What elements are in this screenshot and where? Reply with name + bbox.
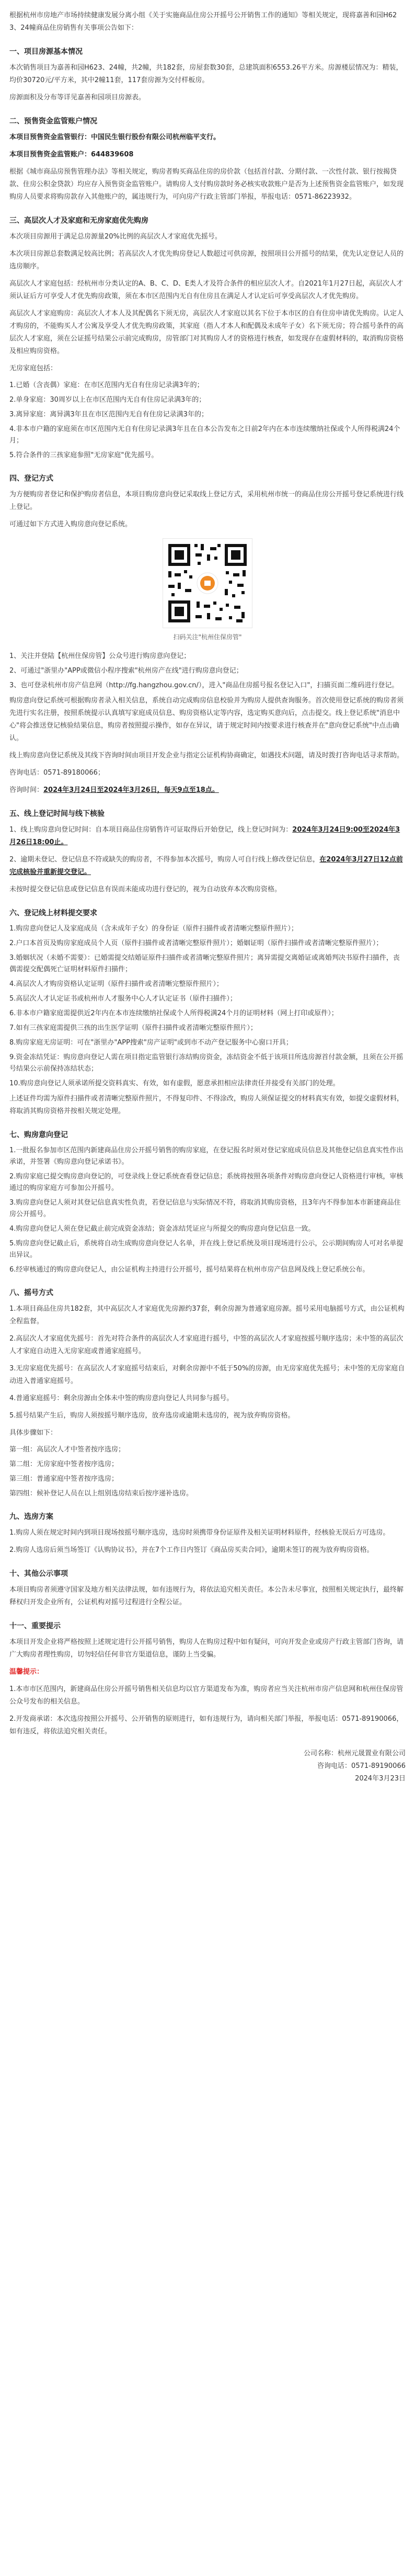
materials-list [9,923,406,1090]
section-2-title: 二、预售资金监管账户情况 [9,117,97,126]
section-5-title: 五、线上登记时间与线下核验 [9,810,105,818]
list-item: 3、也可登录杭州市房产信息网（http://fg.hangzhou.gov.cn/），进入"商品住房摇号报名登记入口"，扫描页面二维码进行登记。 [9,682,399,689]
warm-tips-title: 温馨提示： [9,1668,44,1676]
list-item: 1.一批报名参加市区范围内新建商品住房公开摇号销售的购房家庭，在登记报名时须对登记家庭成员信息及其他登记信息真实性作出承诺，并签署《购房意向登记承诺书》。 [9,1147,404,1166]
list-item: 5.符合条件的三孩家庭参照"无房家庭"优先摇号。 [9,451,158,459]
section-8-paragraph-3: 3.无房家庭优先摇号：在高层次人才家庭摇号结束后，对剩余房源中不低于50%的房源，由无房家庭优先摇号；未中签的无房家庭自动进入普通家庭摇号。 [9,1365,405,1385]
section-8-title: 八、摇号方式 [9,1289,53,1297]
online-time-label: 1、线上购房意向登记时间：自本项目商品住房销售许可证取得后开始登记，线上登记时间为： [9,826,293,834]
list-item: 第一组：高层次人才中签者按序选房； [9,1446,125,1454]
list-item: 1.已婚（含丧偶）家庭：在市区范围内无自有住房记录满3年的； [9,381,204,389]
section-1-paragraph-1: 本次销售项目为嘉善和园H623、24幢，共2幢，共182套，房屋套数30套，总建筑面积6553.26平方米。房源楼层情况为：精装，均价30720元/平方米，其中2幢11套，117套房源为交付样板房。 [9,64,403,84]
list-item: 第二组：无房家庭中签者按序选房； [9,1460,119,1468]
qr-caption: 扫码关注"杭州住保房管" [173,633,242,641]
list-item: 1、关注并登陆【杭州住保房管】公众号进行购房意向登记； [9,652,191,660]
list-item: 5.购房意向登记截止后，系统将自动生成购房意向登记人名单，并在线上登记系统及项目现场进行公示，公示期间购房人可对名单提出异议。 [9,1240,404,1259]
section-11-title: 十一、重要提示 [9,1622,61,1630]
section-4-paragraph-2: 可通过如下方式进入购房意向登记系统。 [9,520,132,528]
supervision-account: 本项目预售资金监管账户：644839608 [9,151,134,158]
section-3-paragraph-4: 高层次人才家庭购房：高层次人才本人及其配偶名下须无房，高层次人才家庭以其名下位于本市区的自有住房申请优先购房。认定人才购房的，不能购买人才公寓及享受人才优先购房政策，其家庭（指人才本人和配偶及未成年子女）名下须无房；符合摇号条件的高层次人才家庭，须在公证摇号结果公示前完成购房，房管部门对其购房人才的资格进行核查，如发现存在虚假材料的，取消购房资格及相应购房资格。 [9,310,404,355]
section-5-paragraph-3: 未按时提交登记信息或登记信息有误而未能成功进行登记的，视为自动放弃本次购房资格。 [9,886,282,893]
qr-code-block [9,538,406,641]
section-8-paragraph-5: 5.摇号结果产生后，购房人须按摇号顺序选房，放弃选房或逾期未选房的，视为放弃购房资格。 [9,1412,295,1420]
section-4-paragraph-1: 为方便购房者登记和保护购房者信息，本项目购房意向登记采取线上登记方式，采用杭州市统一的商品住房公开摇号登记系统进行线上登记。 [9,491,404,511]
verify-text: 2、逾期未登记、登记信息不符或缺失的购房者，不得参加本次摇号，购房人可自行线上修改登记信息， [9,856,320,864]
consult-time-value: 2024年3月24日至2024年3月26日，每天9点至18点。 [43,786,219,794]
phone-label: 咨询电话： [317,1762,352,1770]
list-item: 第三组：普通家庭中签者按序选房； [9,1475,119,1483]
list-item: 2.购房家庭已提交购房意向登记的，可登录线上登记系统查看登记信息；系统将按照各项条件对购房意向登记人资格进行审核，审核通过的购房家庭方可参加公开摇号。 [9,1173,404,1192]
section-3-title: 三、高层次人才及家庭和无房家庭优先购房 [9,217,148,225]
consult-time-label: 咨询时间： [9,786,44,794]
section-10-paragraph: 本项目购房者须遵守国家及地方相关法律法规，如有违规行为，将依法追究相关责任。本公告未尽事宜，按照相关规定执行，最终解释权归开发企业所有，公证机构对摇号过程进行全程公证。 [9,1586,404,1606]
section-1-paragraph-2: 房源面积及分布等详见嘉善和园项目房源表。 [9,94,146,101]
list-item: 4.高层次人才购房资格认定证明（原件扫描件或者清晰完整原件照片）； [9,980,223,988]
list-item: 3.购房意向登记人须对其登记信息真实性负责，若登记信息与实际情况不符，将取消其购房资格，且3年内不得参加本市新建商品住房公开摇号。 [9,1199,401,1218]
list-item: 4.非本市户籍的家庭须在市区范围内无自有住房记录满3年且在自本公告发布之日前2年内在本市连续缴纳社保或个人所得税满24个月； [9,425,400,445]
company-name: 杭州元晟置业有限公司 [337,1750,406,1757]
section-6-title: 六、登记线上材料提交要求 [9,909,97,917]
list-item: 8.购房家庭无房证明：可在"浙里办"APP搜索"房产证明"或到市不动产登记服务中心窗口开具； [9,1039,293,1047]
section-3-paragraph-3: 高层次人才家庭包括：经杭州市分类认定的A、B、C、D、E类人才及符合条件的相应层次人才。自2021年1月27日起，高层次人才须认证后方可享受人才优先购房政策，须在本市区范围内无自有住房且在满足人才认定后可享受高层次人才优先购房。 [9,280,404,300]
signature-company [9,1747,406,1760]
section-9-title: 九、选房方案 [9,1513,53,1521]
registration-list [9,1145,406,1276]
section-5-paragraph-2 [9,854,406,879]
section-4-title: 四、登记方式 [9,474,53,483]
section-3-paragraph-2: 本次项目房源总套数满足较高比例；若高层次人才优先购房登记人数超过可供房源，按照项目公开摇号的结果，优先认定登记人员的选房顺序。 [9,250,404,270]
qr-code-icon [163,539,252,628]
section-9-paragraph-1: 1.购房人须在规定时间内到项目现场按摇号顺序选房，选房时须携带身份证原件及相关证明材料原件，经核验无误后方可选房。 [9,1529,390,1537]
warm-tip-2: 2.开发商承诺：本次选房按照公开摇号、公开销售的原则进行，如有违规行为，请向相关部门举报，举报电话：0571-89190066，如有违反，将依法追究相关责任。 [9,1715,404,1735]
list-item: 2、可通过"浙里办"APP或微信小程序搜索"杭州房产在线"进行购房意向登记； [9,667,243,675]
supervision-bank: 本项目预售资金监管银行：中国民生银行股份有限公司杭州临平支行。 [9,133,221,141]
list-item: 10.购房意向登记人须承诺所提交资料真实、有效，如有虚假，愿意承担相应法律责任并接受有关部门的处理。 [9,1080,340,1087]
online-time-value: 2024年3月24日9:00至2024年3月26日18:00止。 [9,826,400,846]
list-item: 5.高层次人才认定证书或杭州市人才服务中心人才认定证书（原件扫描件）； [9,995,237,1003]
list-item: 1.购房意向登记人及家庭成员（含未成年子女）的身份证（原件扫描件或者清晰完整原件照片）； [9,925,298,933]
section-7-title: 七、购房意向登记 [9,1131,68,1139]
section-8-paragraph-4: 4.普通家庭摇号：剩余房源由全体未中签的购房意向登记人共同参与摇号。 [9,1394,234,1402]
list-item: 6.非本市户籍家庭需提供近2年内在本市连续缴纳社保或个人所得税满24个月的证明材料（网上打印或原件）； [9,1009,338,1017]
section-9-paragraph-2: 2.购房人选房后须当场签订《认购协议书》，并在7个工作日内签订《商品房买卖合同》，逾期未签订的视为放弃购房资格。 [9,1546,374,1554]
signature-phone [9,1760,406,1773]
section-3-paragraph-5: 无房家庭包括： [9,365,57,372]
company-label: 公司名称： [303,1750,338,1757]
intro-paragraph: 根据杭州市房地产市场持续健康发展分离小组《关于实施商品住房公开摇号公开销售工作的通知》等相关规定，现将嘉善和园H623、24幢商品住房销售有关事项公告如下： [9,12,397,32]
list-item: 7.如有三孩家庭需提供三孩的出生医学证明（原件扫描件或者清晰完整原件照片）； [9,1024,257,1032]
warm-tip-1: 1.本市市区范围内，新建商品住房公开摇号销售相关信息均以官方渠道发布为准，购房者应当关注杭州市房产信息网和杭州住保房管公众号发布的相关信息。 [9,1685,404,1706]
consult-hotline: 咨询电话：0571-89180066； [9,769,105,777]
section-10-title: 十、其他公示事项 [9,1570,68,1578]
phone-number: 0571-89190066 [351,1762,406,1770]
section-8-paragraph-1: 1.本项目商品住房共182套，其中高层次人才家庭优先房源约37套，剩余房源为普通家庭房源。摇号采用电脑摇号方式，由公证机构全程监督。 [9,1305,405,1325]
verify-deadline: 在2024年3月27日12点前完成核验并重新提交登记。 [9,856,403,876]
list-item: 第四组：候补登记人员在以上组别选房结束后按序递补选房。 [9,1490,193,1497]
qr-code-image[interactable] [163,538,252,628]
no-house-family-list [9,380,406,461]
section-2-paragraph: 根据《城市商品房预售管理办法》等相关规定，购房者购买商品住房的房价款（包括首付款、分期付款、一次性付款、银行按揭贷款、住房公积金贷款）均应存入预售资金监管账户。请购房人支付购房款时务必核实收款账户是否为上述预售资金监管账户，如发现购房人员要求将购房款存入其他账户的，属违规行为，可向房产行政主管部门举报，举报电话：0571-86223932。 [9,168,404,201]
consult-time [9,784,406,797]
list-item: 2.单身家庭：30周岁以上在市区范围内无自有住房记录满3年的； [9,396,206,404]
section-3-paragraph-1: 本次项目房源用于满足总房源量20%比例的高层次人才家庭优先摇号。 [9,233,222,241]
section-8-paragraph-2: 2.高层次人才家庭优先摇号：首先对符合条件的高层次人才家庭进行摇号，中签的高层次人才家庭按摇号顺序选房；未中签的高层次人才家庭自动进入无房家庭或普通家庭摇号。 [9,1335,404,1355]
section-6-paragraph: 上述证件均需为原件扫描件或者清晰完整原件照片，不得复印件、不得涂改，购房人须保证提交的材料真实有效，如提交虚假材料，将取消其购房资格并按相关规定处理。 [9,1095,404,1115]
section-5-paragraph-1 [9,824,406,849]
section-4-paragraph-3: 购房意向登记系统可根据购房者录入相关信息，系统自动完成购房信息校验并为购房人提供查询服务。首次使用登记系统的购房者须先进行实名注册，按照系统提示认真填写家庭成员信息、购房资格认定等内容，选定购买意向后，点击提交。线上登记系统"消息中心"将会推送登记核验结果信息，购房者按照提示操作，如存在异议，请于规定时间内按要求进行核查并在"意向登记系统"中点击确认。 [9,697,404,742]
section-1-title: 一、项目房源基本情况 [9,48,83,56]
signature-date: 2024年3月23日 [355,1775,406,1783]
signature-block [9,1747,406,1785]
section-11-paragraph: 本项目开发企业将严格按照上述规定进行公开摇号销售，购房人在购房过程中如有疑问，可向开发企业或房产行政主管部门咨询，请广大购房者理性购房，切勿轻信任何非官方渠道信息，谨防上当受骗。 [9,1638,404,1659]
section-4-paragraph-4: 线上购房意向登记系统及其线下咨询时间由项目开发企业与指定公证机构协商确定，如遇技术问题，请及时拨打咨询电话寻求帮助。 [9,752,404,759]
list-item: 6.经审核通过的购房意向登记人，由公证机构主持进行公开摇号，摇号结果将在杭州市房产信息网及线上登记系统公布。 [9,1266,370,1274]
list-item: 3.离异家庭：离异满3年且在市区范围内无自有住房记录满3年的； [9,411,208,418]
list-item: 2.户口本首页及购房家庭成员个人页（原件扫描件或者清晰完整原件照片）；婚姻证明（原件扫描件或者清晰完整原件照片）； [9,939,383,947]
list-item: 3.婚姻状况（未婚不需要）：已婚需提交结婚证原件扫描件或者清晰完整原件照片；离异需提交离婚证或离婚判决书原件扫描件，丧偶需提交配偶死亡证明材料原件扫描件； [9,954,400,973]
steps-title: 具体步骤如下： [9,1429,57,1437]
list-item: 4.购房意向登记人须在登记截止前完成资金冻结；资金冻结凭证应与所提交的购房意向登记信息一致。 [9,1225,315,1233]
list-item: 9.资金冻结凭证：购房意向登记人需在项目指定监管银行冻结购房资金，冻结资金不低于该项目所选房源首付款金额，且须在公开摇号结果公示前保持冻结状态； [9,1053,404,1073]
